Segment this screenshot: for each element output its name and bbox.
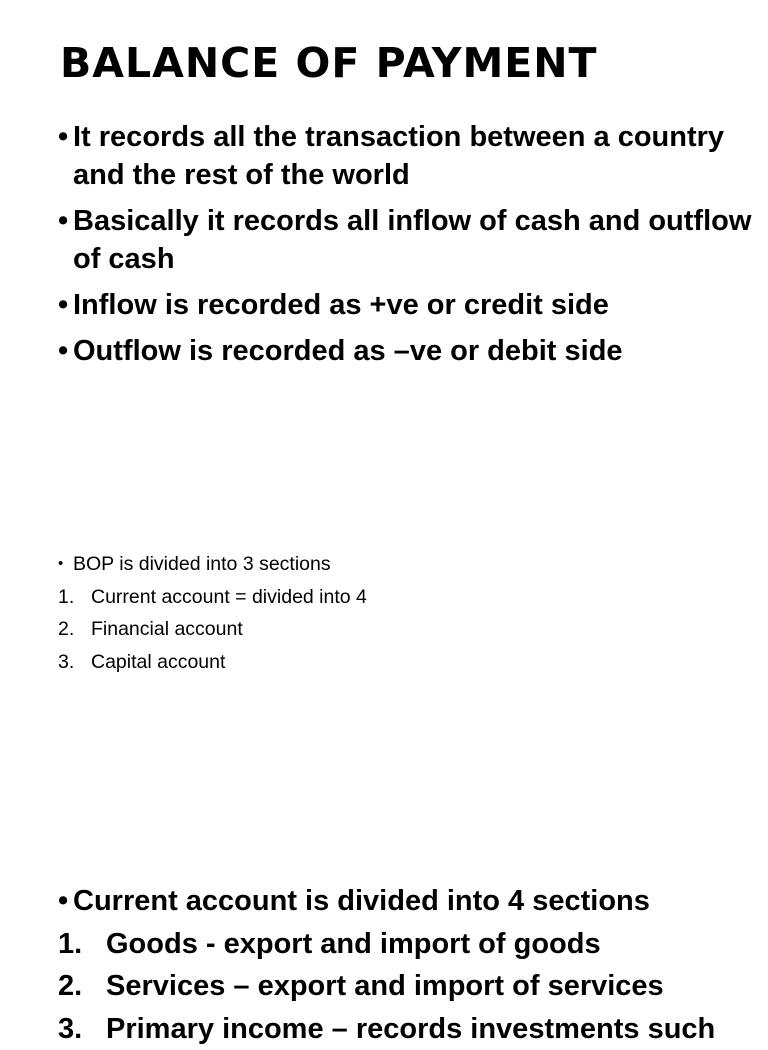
list-item: • It records all the transaction between a country and the rest of the world [58,118,758,194]
item-text: Services – export and import of services [106,965,664,1008]
item-number: 3. [58,646,91,679]
list-item: • Inflow is recorded as +ve or credit side [58,286,758,324]
item-number: 2. [58,965,106,1008]
list-item [58,1008,768,1050]
list-item [58,965,768,1008]
list-item: • Basically it records all inflow of cash and outflow of cash [58,202,758,278]
list-item [58,646,367,679]
item-text: Capital account [91,646,225,679]
item-number: 1. [58,581,91,614]
item-text: Primary income – records investments such [106,1008,715,1050]
definition-bullet-list [58,118,758,378]
item-number: 3. [58,1008,106,1050]
list-item [58,923,768,966]
item-text: Goods - export and import of goods [106,923,601,966]
list-item: • Outflow is recorded as –ve or debit side [58,332,758,370]
item-number: 2. [58,613,91,646]
list-item [58,613,367,646]
current-account-list [58,880,768,1050]
item-text: Financial account [91,613,243,646]
item-text: Current account = divided into 4 [91,581,367,614]
page-title: BALANCE OF PAYMENT [60,36,598,90]
item-number: 1. [58,923,106,966]
list-item [58,581,367,614]
bop-sections-lead: • BOP is divided into 3 sections [58,548,367,581]
bop-sections-list [58,548,367,678]
current-account-lead: • Current account is divided into 4 sections [58,880,768,923]
